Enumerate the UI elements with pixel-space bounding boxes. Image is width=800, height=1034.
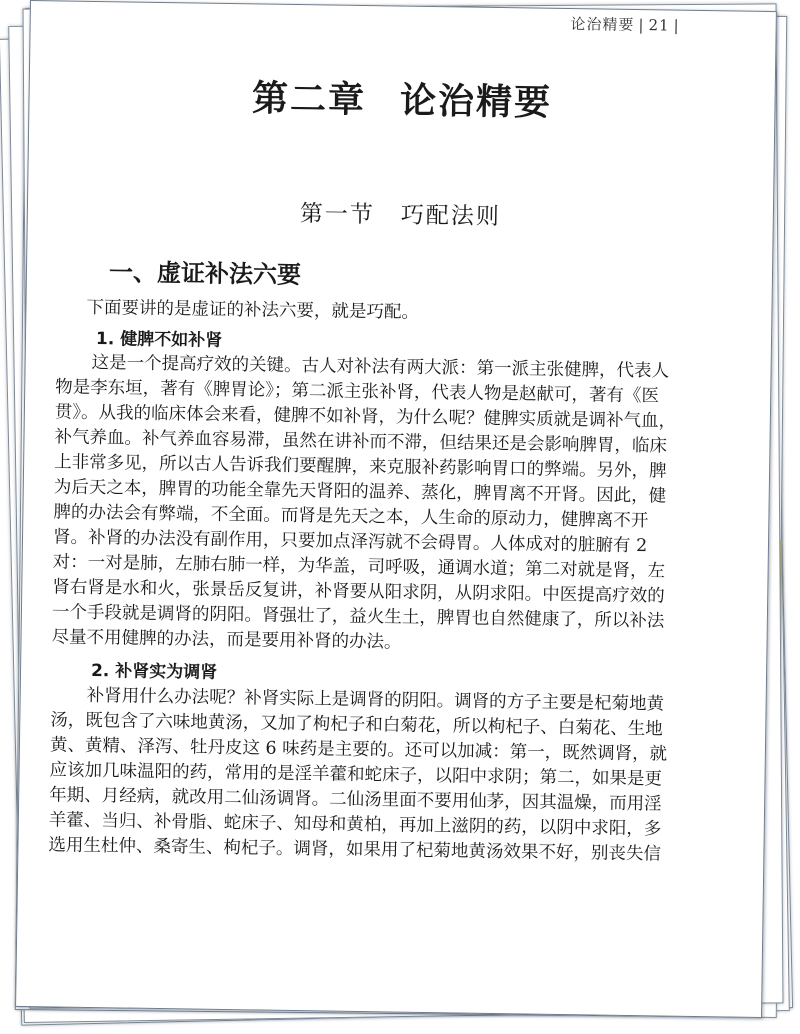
paragraph-line: 补肾用什么办法呢？补肾实际上是调肾的阴阳。调肾的方子主要是杞菊地黄 bbox=[86, 685, 665, 715]
intro-paragraph: 下面要讲的是虚证的补法六要，就是巧配。 bbox=[86, 297, 420, 323]
subheading-1: 1. 健脾不如补肾 bbox=[95, 329, 223, 351]
paragraph-line: 应该加几味温阳的药，常用的是淫羊藿和蛇床子，以阳中求阴；第二，如果是更 bbox=[49, 760, 663, 790]
paragraph-line: 一个手段就是调肾的阴阳。肾强壮了，益火生土，脾胃也自然健康了，所以补法 bbox=[51, 602, 665, 632]
running-head bbox=[570, 13, 684, 36]
section-name: 巧配法则 bbox=[400, 202, 502, 231]
paragraph-line: 贯》。从我的临床体会来看，健脾不如补肾，为什么呢？健脾实质就是调补气血， bbox=[54, 402, 677, 432]
chapter-number: 第二章 bbox=[251, 77, 367, 121]
paragraph-line: 肾右肾是水和火，张景岳反复讲，补肾要从阳求阴，从阴求阳。中医提高疗效的 bbox=[52, 577, 665, 607]
paragraph-line: 羊藿、当归、补骨脂、蛇床子、知母和黄柏，再加上滋阴的药，以阴中求阳，多 bbox=[48, 810, 662, 840]
paragraph-line: 这是一个提高疗效的关键。古人对补法有两大派：第一派主张健脾，代表人 bbox=[91, 352, 670, 382]
chapter-title bbox=[29, 67, 775, 129]
paragraph-line: 黄、黄精、泽泻、牡丹皮这 6 味药是主要的。还可以加减：第一，既然调肾，就 bbox=[49, 735, 668, 765]
paragraph-line: 尽量不用健脾的办法，而是要用补肾的办法。 bbox=[51, 627, 402, 653]
paragraph-line: 汤，既包含了六味地黄汤，又加了枸杞子和白菊花，所以枸杞子、白菊花、生地 bbox=[50, 710, 663, 740]
page-number: 21 bbox=[648, 16, 670, 35]
chapter-name: 论治精要 bbox=[399, 79, 553, 124]
paragraph-line: 上非常多见，所以古人告诉我们要醒脾，来克服补药影响胃口的弊端。另外，脾 bbox=[53, 452, 667, 482]
divider: | bbox=[673, 16, 680, 35]
book-page bbox=[15, 0, 777, 1018]
running-head-title: 论治精要 bbox=[570, 15, 635, 34]
paragraph-line: 脾的办法会有弊端，不全面。而肾是先天之本，人生命的原动力，健脾离不开 bbox=[53, 502, 649, 532]
subheading-2: 2. 补肾实为调肾 bbox=[90, 660, 218, 683]
section-title bbox=[28, 191, 773, 235]
paragraph-line: 年期、月经病，就改用二仙汤调肾。二仙汤里面不要用仙茅，因其温燥，而用淫 bbox=[49, 785, 662, 815]
paragraph-line: 为后天之本，脾胃的功能全靠先天肾阳的温养、蒸化，脾胃离不开肾。因此，健 bbox=[53, 477, 667, 507]
heading-level-1: 一、虚证补法六要 bbox=[108, 258, 302, 290]
paragraph-line: 选用生杜仲、桑寄生、枸杞子。调肾，如果用了杞菊地黄汤效果不好，别丧失信 bbox=[48, 835, 662, 865]
paragraph-line: 物是李东垣，著有《脾胃论》；第二派主张补肾，代表人物是赵献可，著有《医 bbox=[55, 377, 660, 407]
section-number: 第一节 bbox=[299, 201, 376, 229]
divider: | bbox=[638, 16, 645, 35]
paragraph-line: 补气养血。补气养血容易滞，虽然在讲补而不滞，但结果还是会影响脾胃，临床 bbox=[54, 427, 668, 457]
paragraph-line: 对：一对是肺，左肺右肺一样，为华盖，司呼吸，通调水道；第二对就是肾，左 bbox=[52, 552, 666, 582]
paragraph-line: 肾。补肾的办法没有副作用，只要加点泽泻就不会碍胃。人体成对的脏腑有 2 bbox=[52, 527, 648, 557]
